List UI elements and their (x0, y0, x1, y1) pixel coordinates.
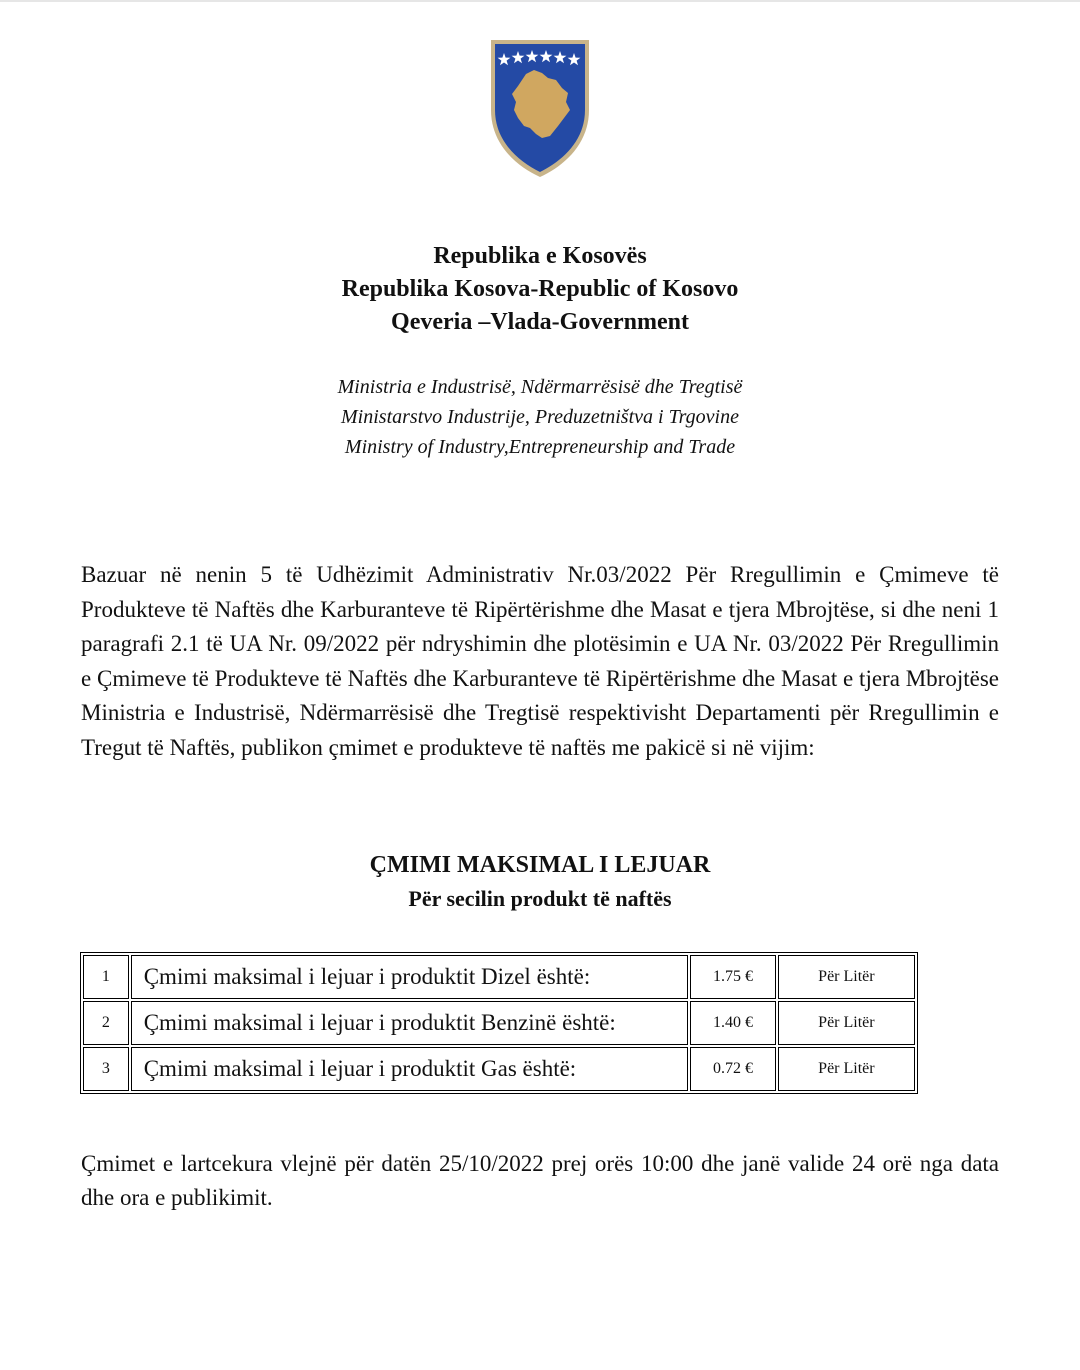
price-table (80, 952, 918, 1094)
product-description: Çmimi maksimal i lejuar i produktit Benzinë është: (131, 1001, 689, 1045)
header-republic-albanian: Republika e Kosovës (433, 243, 647, 269)
table-row (83, 1047, 915, 1091)
ministry-name-albanian: Ministria e Industrisë, Ndërmarrësisë dhe Tregtisë (337, 376, 743, 398)
row-number: 1 (83, 955, 129, 999)
product-description: Çmimi maksimal i lejuar i produktit Gas është: (131, 1047, 689, 1091)
price-unit: Për Litër (778, 1001, 915, 1045)
title-sub: Për secilin produkt të naftës (408, 886, 672, 911)
table-row (83, 1001, 915, 1045)
price-unit: Për Litër (778, 955, 915, 999)
product-price: 1.40 € (690, 1001, 776, 1045)
row-number: 2 (83, 1001, 129, 1045)
ministry-header (0, 372, 1080, 462)
top-divider (0, 0, 1080, 2)
product-price: 0.72 € (690, 1047, 776, 1091)
ministry-name-english: Ministry of Industry,Entrepreneurship and Trade (344, 436, 736, 458)
kosovo-coat-of-arms-icon (488, 36, 592, 180)
product-price: 1.75 € (690, 955, 776, 999)
ministry-name-serbian: Ministarstvo Industrije, Preduzetništva i Trgovine (341, 406, 739, 428)
intro-paragraph: Bazuar në nenin 5 të Udhëzimit Administrativ Nr.03/2022 Për Rregullimin e Çmimeve të Produkteve të Naftës dhe Karburanteve të Ripërtërishme dhe Masat e tjera Mbrojtëse, si dhe neni 1 paragrafi 2.1 të UA Nr. 09/2022 për ndryshimin dhe plotësimin e UA Nr. 03/2022 Për Rregullimin e Çmimeve të Produkteve të Naftës dhe Karburanteve të Ripërtërishme dhe Masat e tjera Mbrojtëse Ministria e Industrisë, Ndërmarrësisë dhe Tregtisë respektivisht Departamenti për Rregullimin e Tregut të Naftës, publikon çmimet e produkteve të naftës me pakicë si në vijim: (81, 562, 999, 760)
government-header (0, 240, 1080, 339)
validity-paragraph: Çmimet e lartcekura vlejnë për datën 25/10/2022 prej orës 10:00 dhe janë valide 24 orë nga data dhe ora e publikimit. (81, 1151, 999, 1210)
header-republic-serbian-english: Republika Kosova-Republic of Kosovo (341, 276, 739, 302)
price-unit: Për Litër (778, 1047, 915, 1091)
header-government: Qeveria –Vlada-Government (391, 309, 689, 335)
section-title (0, 848, 1080, 916)
row-number: 3 (83, 1047, 129, 1091)
table-row (83, 955, 915, 999)
title-main: ÇMIMI MAKSIMAL I LEJUAR (369, 852, 711, 878)
product-description: Çmimi maksimal i lejuar i produktit Dizel është: (131, 955, 689, 999)
